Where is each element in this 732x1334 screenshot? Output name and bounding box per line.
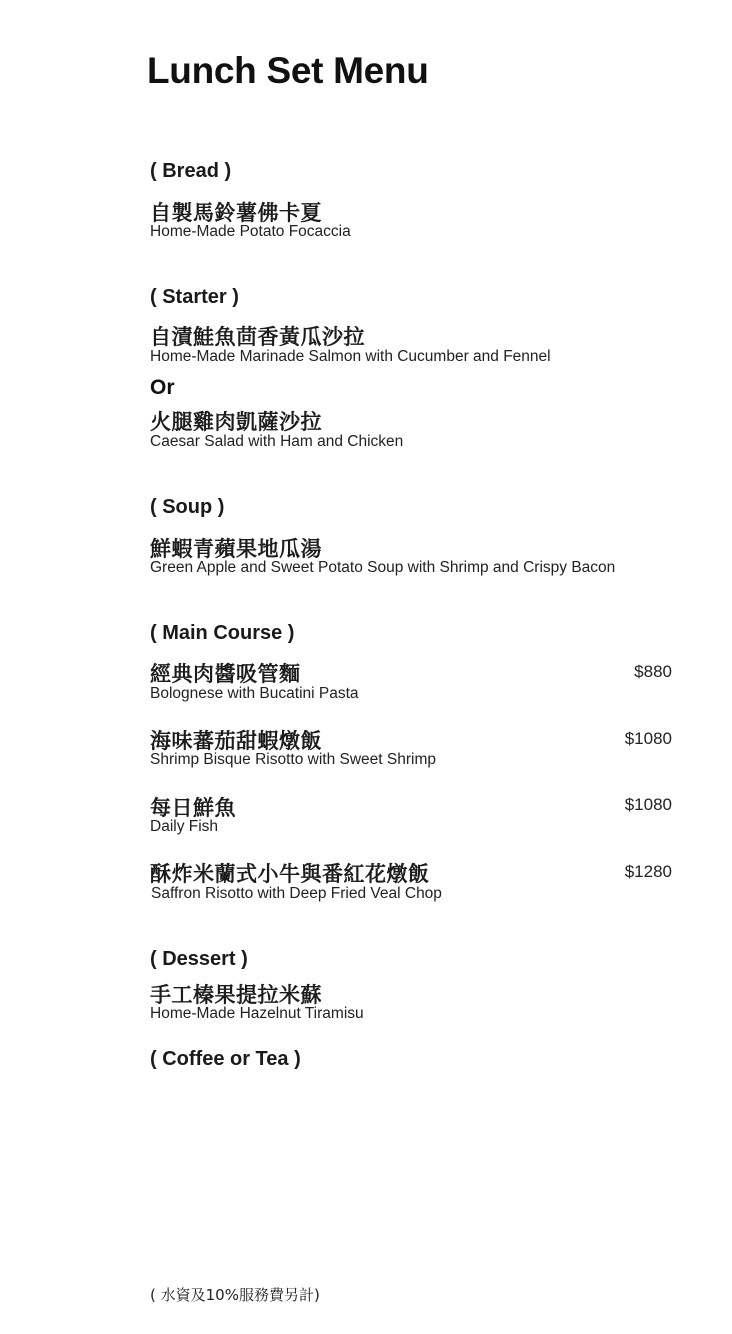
section-heading-coffee-or-tea: ( Coffee or Tea )	[150, 1048, 301, 1070]
section-heading-soup: ( Soup )	[150, 496, 225, 518]
section-heading-main-course: ( Main Course )	[150, 622, 295, 644]
main-item-3-price: $1080	[624, 795, 672, 814]
main-item-2-en: Shrimp Bisque Risotto with Sweet Shrimp	[150, 751, 437, 768]
main-item-3-en: Daily Fish	[150, 818, 219, 835]
section-heading-dessert: ( Dessert )	[150, 948, 248, 970]
bread-item-zh: 自製馬鈴薯佛卡夏	[150, 201, 322, 225]
service-charge-footnote: ( 水資及10%服務費另計)	[150, 1286, 320, 1304]
dessert-item-zh: 手工榛果提拉米蘇	[150, 983, 322, 1007]
starter-item-2-en: Caesar Salad with Ham and Chicken	[150, 433, 404, 450]
bread-item-en: Home-Made Potato Focaccia	[150, 223, 351, 240]
soup-item-zh: 鮮蝦青蘋果地瓜湯	[150, 537, 322, 561]
main-item-1-en: Bolognese with Bucatini Pasta	[150, 685, 359, 702]
section-heading-bread: ( Bread )	[150, 160, 232, 182]
main-item-1-price: $880	[634, 662, 672, 681]
starter-or-separator: Or	[150, 376, 175, 399]
dessert-item-en: Home-Made Hazelnut Tiramisu	[150, 1005, 364, 1022]
menu-title: Lunch Set Menu	[147, 50, 429, 91]
starter-item-1-zh: 自漬鮭魚茴香黃瓜沙拉	[150, 325, 365, 349]
main-item-4-en: Saffron Risotto with Deep Fried Veal Chop	[151, 885, 442, 902]
main-item-4-price: $1280	[624, 862, 672, 881]
main-item-4-zh: 酥炸米蘭式小牛與番紅花燉飯	[150, 862, 430, 886]
main-item-1-zh: 經典肉醬吸管麵	[150, 662, 301, 686]
main-item-2-zh: 海味蕃茄甜蝦燉飯	[150, 729, 322, 753]
main-item-2-price: $1080	[624, 729, 672, 748]
starter-item-1-en: Home-Made Marinade Salmon with Cucumber and Fennel	[150, 348, 551, 365]
section-heading-starter: ( Starter )	[150, 286, 239, 308]
soup-item-en: Green Apple and Sweet Potato Soup with Shrimp and Crispy Bacon	[150, 559, 616, 576]
starter-item-2-zh: 火腿雞肉凱薩沙拉	[150, 410, 322, 434]
main-item-3-zh: 每日鮮魚	[150, 796, 236, 820]
